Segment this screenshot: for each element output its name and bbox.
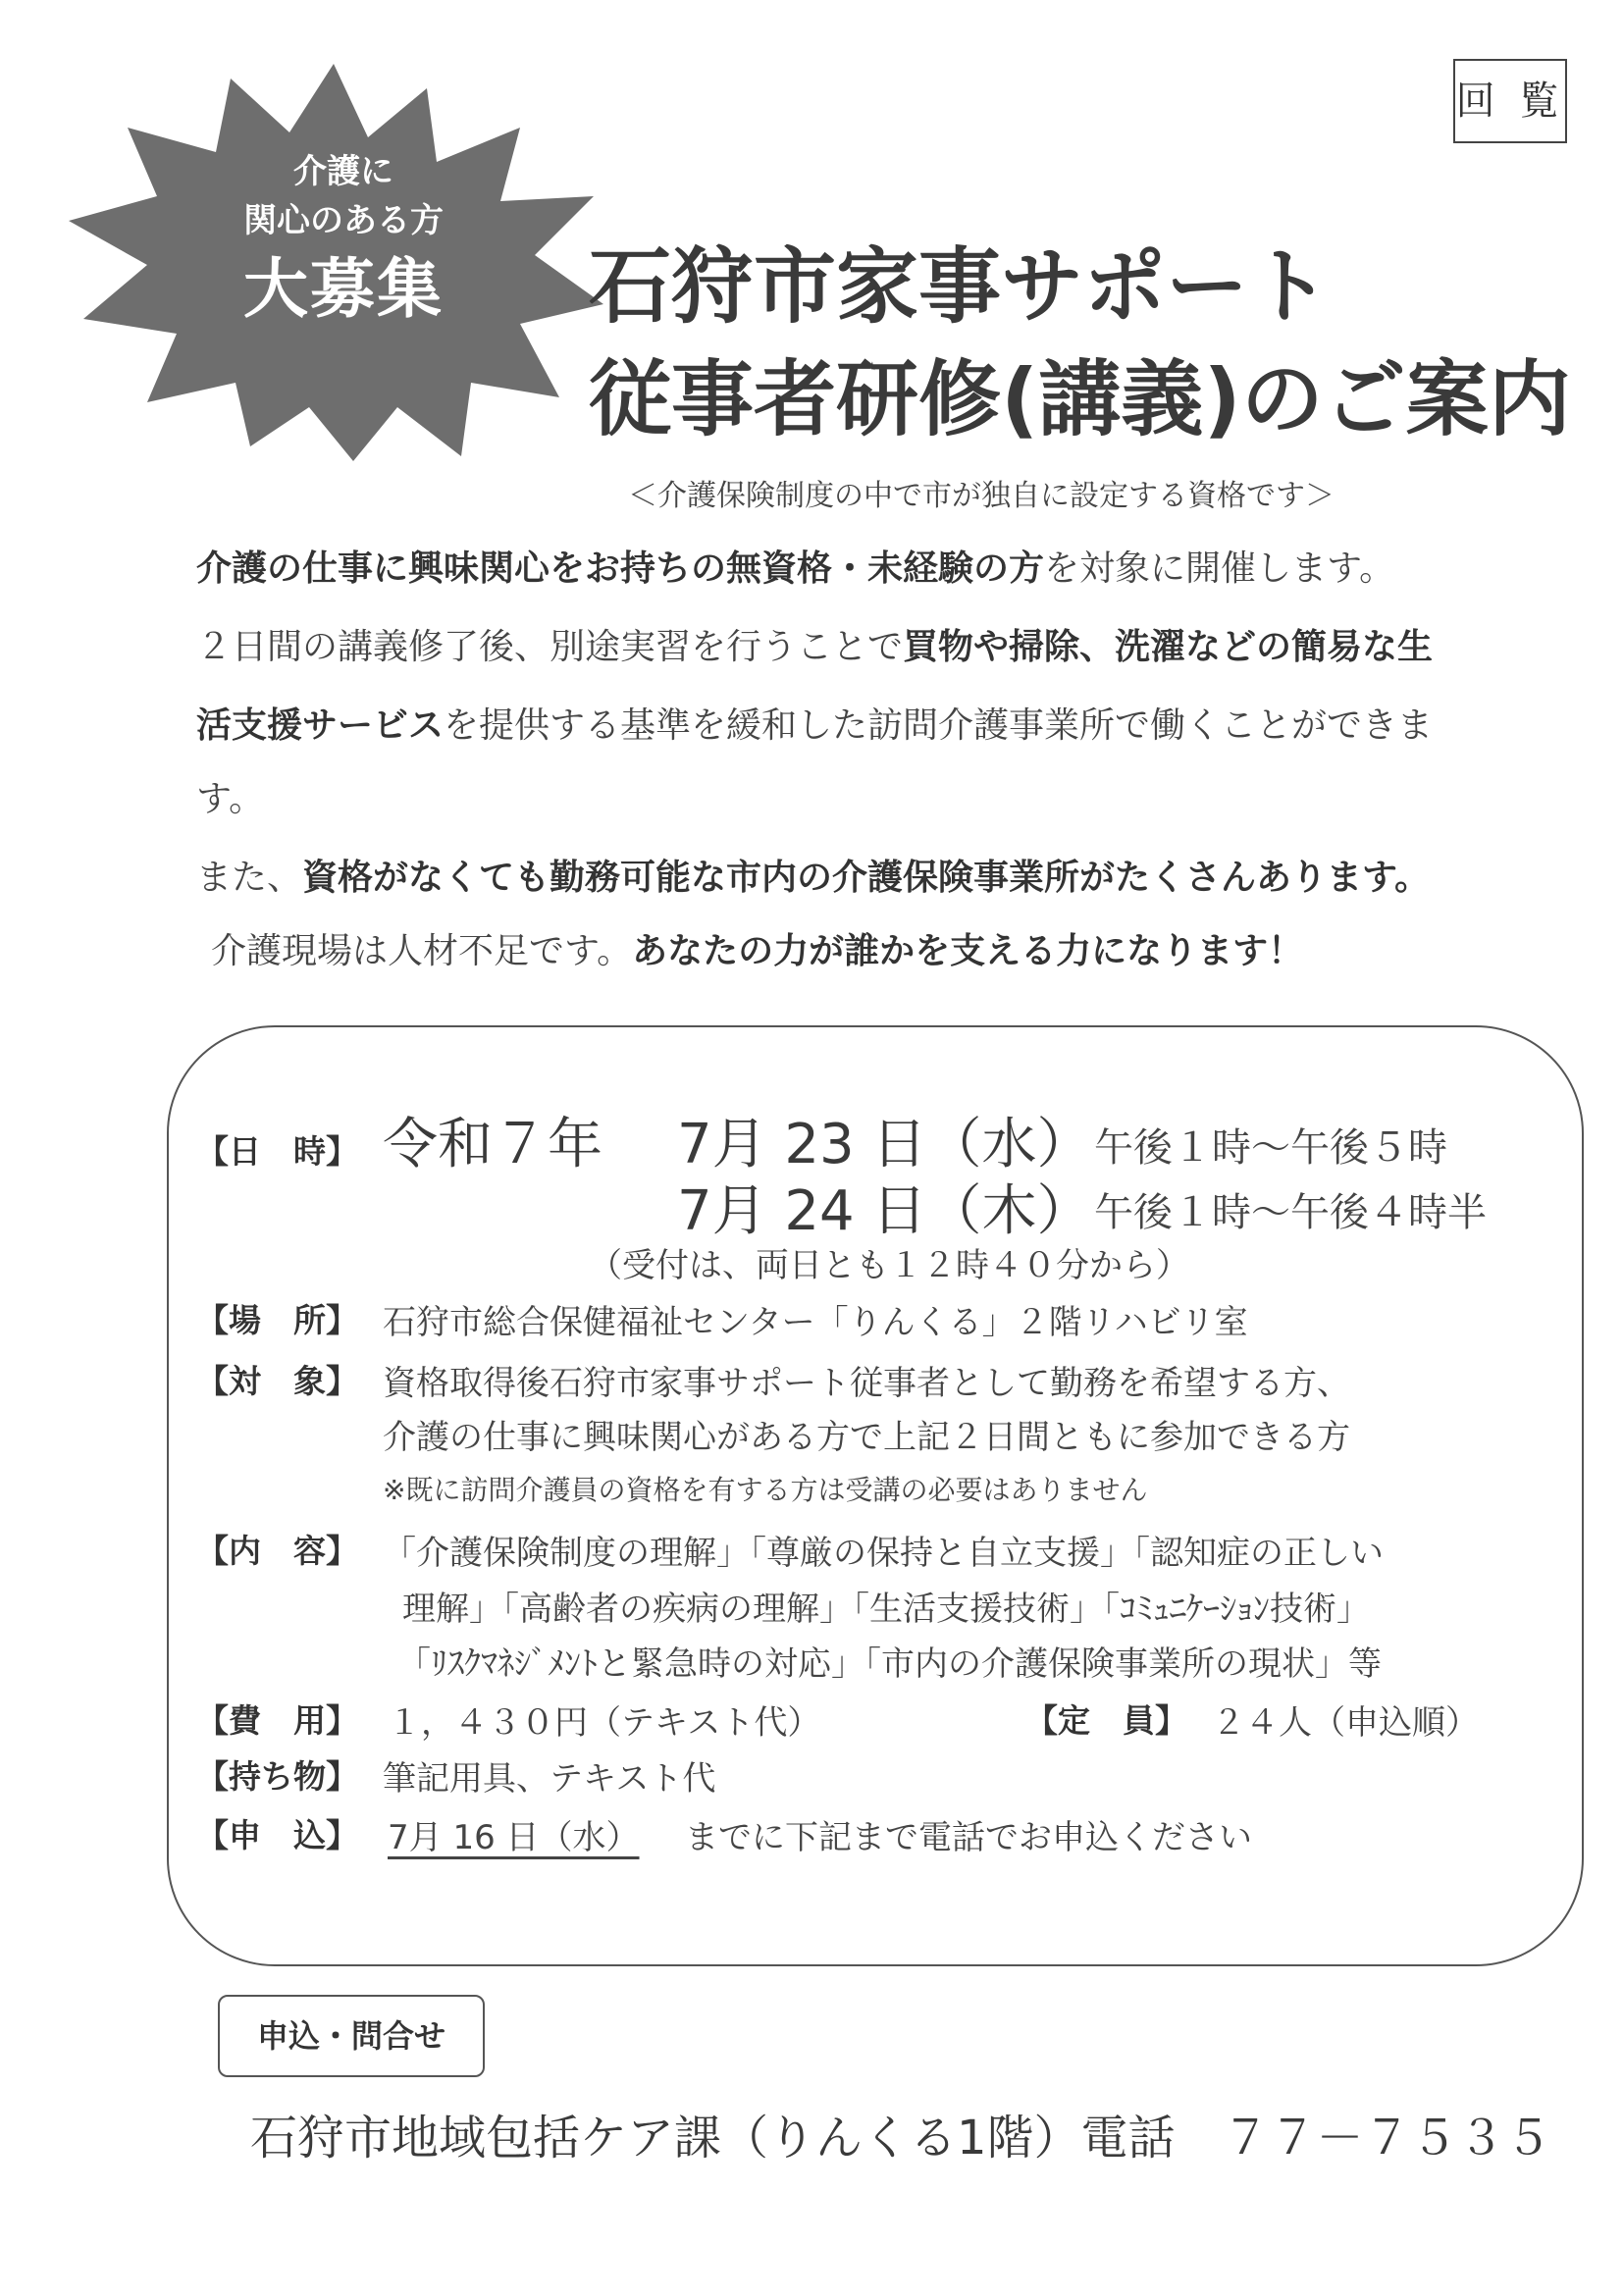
apply-deadline: 7月 16 日（水） bbox=[388, 1818, 640, 1857]
circulation-stamp: 回 覧 bbox=[1453, 59, 1567, 143]
place-label: 【場 所】 bbox=[196, 1301, 358, 1339]
fee-value: １，４３０円（テキスト代） bbox=[388, 1703, 821, 1743]
day1-time: 午後１時～午後５時 bbox=[1094, 1125, 1447, 1171]
target-line-2: 介護の仕事に興味関心がある方で上記２日間ともに参加できる方 bbox=[383, 1418, 1350, 1457]
badge-line-1: 介護に bbox=[293, 152, 393, 191]
intro-line-3-rest: を提供する基準を緩和した訪問介護事業所で働くことができま bbox=[444, 705, 1434, 746]
target-line-1: 資格取得後石狩市家事サポート従事者として勤務を希望する方、 bbox=[383, 1364, 1350, 1403]
intro-line-2 bbox=[196, 623, 1433, 672]
contact-line: 石狩市地域包括ケア課（りんくる1階）電話 ７７－７５３５ bbox=[250, 2111, 1552, 2166]
bring-value: 筆記用具、テキスト代 bbox=[383, 1759, 716, 1799]
day1-date: 7月 23 日（水） bbox=[677, 1113, 1092, 1176]
intro-line-6 bbox=[211, 927, 1303, 976]
badge-line-3: 大募集 bbox=[243, 251, 444, 327]
intro-line-5 bbox=[196, 854, 1430, 903]
event-year: 令和７年 bbox=[383, 1113, 602, 1176]
target-note: ※既に訪問介護員の資格を有する方は受講の必要はありません bbox=[383, 1474, 1148, 1506]
intro-line-4: す。 bbox=[196, 779, 265, 819]
badge-line-2: 関心のある方 bbox=[243, 201, 444, 240]
day2-time: 午後１時～午後４時半 bbox=[1094, 1190, 1487, 1235]
fee-label: 【費 用】 bbox=[196, 1701, 358, 1740]
intro-line-1-bold: 介護の仕事に興味関心をお持ちの無資格・未経験の方 bbox=[196, 548, 1045, 589]
intro-line-1-rest: を対象に開催します。 bbox=[1044, 548, 1395, 589]
intro-line-5-pre: また、 bbox=[196, 858, 303, 898]
day2-date: 7月 24 日（木） bbox=[677, 1179, 1092, 1243]
content-line-2: 理解」「高齢者の疾病の理解」「生活支援技術」「ｺﾐｭﾆｹｰｼｮﾝ技術」 bbox=[402, 1590, 1370, 1629]
capacity-label: 【定 員】 bbox=[1025, 1701, 1187, 1740]
intro-line-6-pre: 介護現場は人材不足です。 bbox=[211, 931, 633, 971]
intro-line-1 bbox=[196, 545, 1394, 594]
reception-note: （受付は、両日とも１２時４０分から） bbox=[589, 1246, 1189, 1285]
title-line-2: 従事者研修(講義)のご案内 bbox=[589, 351, 1571, 447]
intro-line-2-bold: 買物や掃除、洗濯などの簡易な生 bbox=[903, 627, 1434, 667]
bring-label: 【持ち物】 bbox=[196, 1757, 358, 1796]
intro-line-5-bold: 資格がなくても勤務可能な市内の介護保険事業所がたくさんあります。 bbox=[302, 858, 1431, 898]
intro-line-2-pre: ２日間の講義修了後、別途実習を行うことで bbox=[196, 627, 904, 667]
subtitle: ＜介護保険制度の中で市が独自に設定する資格です＞ bbox=[628, 479, 1335, 513]
date-label: 【日 時】 bbox=[196, 1132, 358, 1171]
content-line-1: 「介護保険制度の理解」「尊厳の保持と自立支援」「認知症の正しい bbox=[383, 1534, 1384, 1573]
apply-instructions: までに下記まで電話でお申込ください bbox=[685, 1818, 1252, 1857]
content-line-3: 「ﾘｽｸﾏﾈｼﾞﾒﾝﾄと緊急時の対応」「市内の介護保険事業所の現状」等 bbox=[397, 1644, 1382, 1684]
apply-label: 【申 込】 bbox=[196, 1816, 358, 1854]
title-line-1: 石狩市家事サポート bbox=[589, 238, 1332, 335]
contact-heading: 申込・問合せ bbox=[218, 1995, 485, 2077]
target-label: 【対 象】 bbox=[196, 1362, 358, 1400]
capacity-value: ２４人（申込順） bbox=[1212, 1703, 1479, 1743]
content-label: 【内 容】 bbox=[196, 1532, 358, 1570]
intro-line-3-bold: 活支援サービス bbox=[196, 705, 445, 746]
place-value: 石狩市総合保健福祉センター「りんくる」２階リハビリ室 bbox=[383, 1303, 1248, 1342]
intro-line-6-bold: あなたの力が誰かを支える力になります！ bbox=[632, 931, 1304, 971]
intro-line-3 bbox=[196, 702, 1433, 751]
badge-text bbox=[186, 147, 500, 334]
